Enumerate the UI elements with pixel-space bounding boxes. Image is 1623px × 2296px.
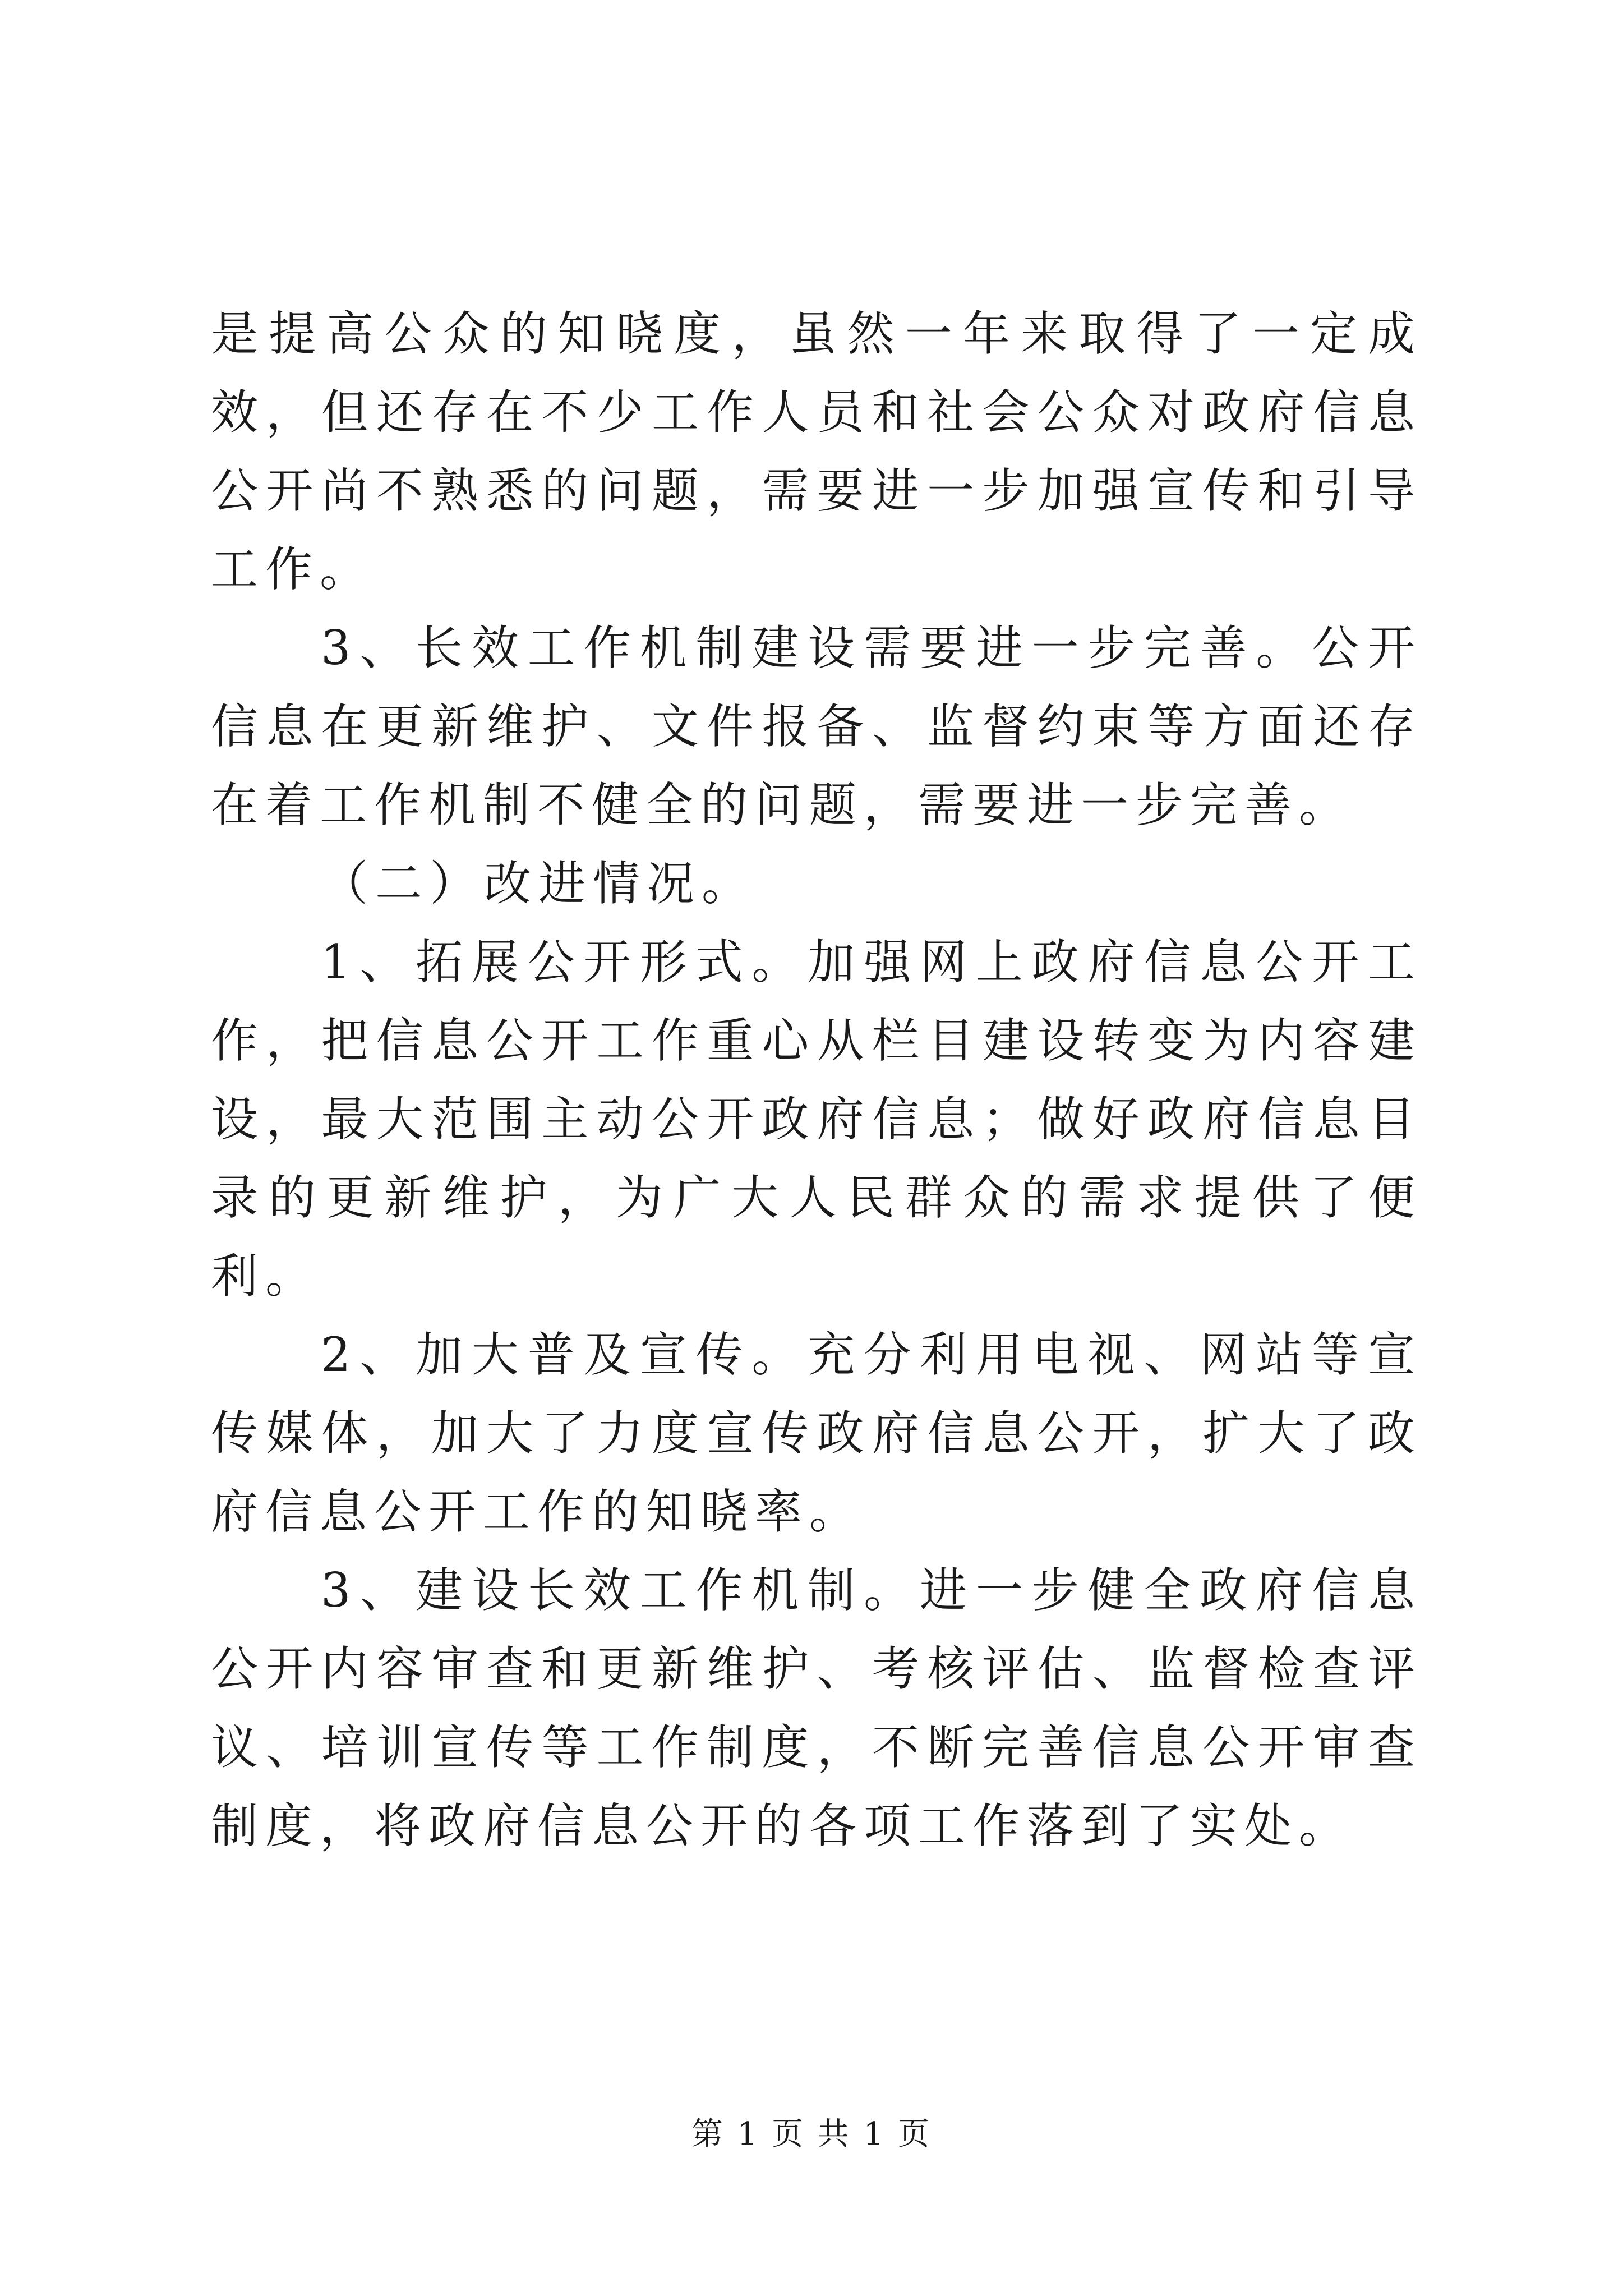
paragraph-item-1-expand-forms: 1、拓展公开形式。加强网上政府信息公开工作，把信息公开工作重心从栏目建设转变为内容建设，最大范围主动公开政府信息；做好政府信息目录的更新维护，为广大人民群众的需求提供了便利。: [211, 935, 1422, 1304]
paragraph-item-2-publicity: 2、加大普及宣传。充分利用电视、网站等宣传媒体，加大了力度宣传政府信息公开，扩大了政府信息公开工作的知晓率。: [211, 1327, 1422, 1539]
page-footer: 第 1 页 共 1 页: [691, 2116, 932, 2152]
paragraph-item-3-build-mechanism: 3、建设长效工作机制。进一步健全政府信息公开内容审查和更新维护、考核评估、监督检查评议、培训宣传等工作制度，不断完善信息公开审查制度，将政府信息公开的各项工作落到了实处。: [211, 1563, 1422, 1853]
section-heading-improvements: （二）改进情况。: [321, 856, 757, 911]
paragraph-continuation: 是提高公众的知晓度，虽然一年来取得了一定成效，但还存在不少工作人员和社会公众对政府信息公开尚不熟悉的问题，需要进一步加强宣传和引导工作。: [211, 306, 1422, 597]
paragraph-item-3-mechanism-issue: 3、长效工作机制建设需要进一步完善。公开信息在更新维护、文件报备、监督约束等方面还存在着工作机制不健全的问题，需要进一步完善。: [211, 620, 1422, 832]
document-body: [211, 295, 1422, 1865]
